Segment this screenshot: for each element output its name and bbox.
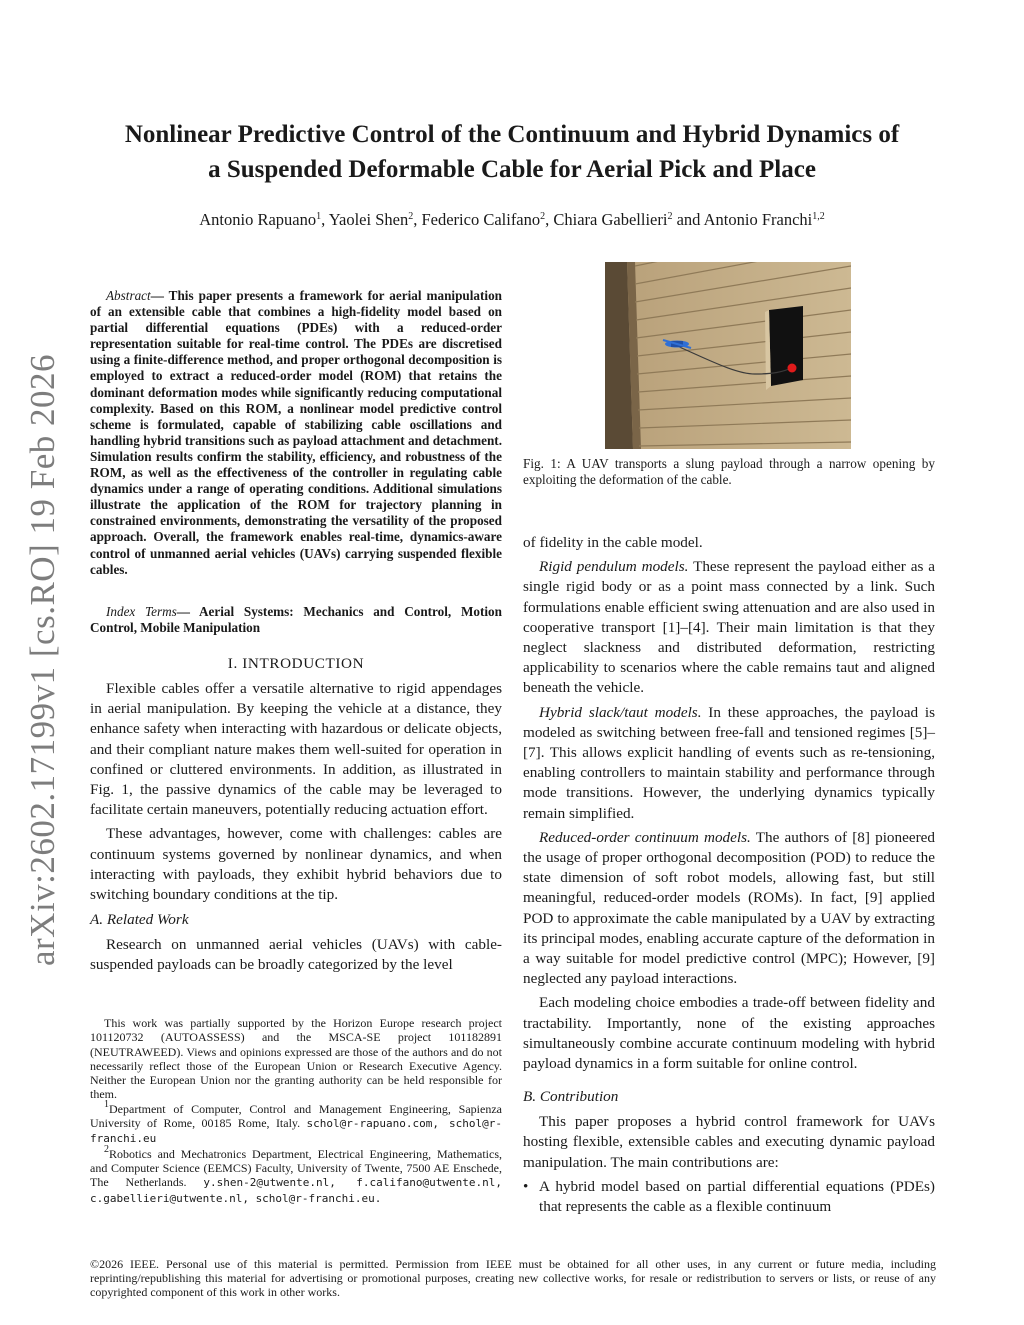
- footnote-2-mark: 2: [104, 1143, 109, 1155]
- reduced-order-text: The authors of [8] pioneered the usage of proper orthogonal decomposition (POD) to reduce the state dimension of soft robot models, allowing fast, but still meaningful, reduced-order models (ROMs). In fact, [9] applied POD to approximate the cable manipulated by a UAV by extracting its principal modes, enabling accurate capture of the deformation in a way suitable for model predictive control (MPC); However, [9] neglected any payload interactions.: [523, 828, 935, 988]
- hybrid-models-paragraph: [523, 703, 935, 824]
- affiliation-1-emails: schol@r-rapuano.com, schol@r-franchi.eu: [90, 1117, 502, 1146]
- footnotes: [90, 1016, 502, 1206]
- contribution-item-1: [523, 1177, 935, 1217]
- author-2-aff: 2: [408, 211, 414, 222]
- author-1: Antonio Rapuano: [199, 210, 317, 229]
- related-work-continuation: of fidelity in the cable model.: [523, 534, 703, 551]
- abstract-label: Abstract: [106, 288, 151, 303]
- related-work-paragraph-1: Research on unmanned aerial vehicles (UAVs) with cable-suspended payloads can be broadly categorized by the level: [90, 936, 502, 974]
- paper-title: [60, 117, 964, 187]
- left-column-body: [90, 655, 502, 980]
- footnote-funding: This work was partially supported by the Horizon Europe research project 101120732 (AUTOASSESS) and the MSCA-SE project 101182891 (NEUTRAWEED). Views and opinions expressed are those of the authors and do not necessarily reflect those of the European Union or Research Executive Agency. Neither the European Union nor the granting authority can be held responsible for them.: [90, 1016, 502, 1102]
- index-terms-text: Aerial Systems: Mechanics and Control, Motion Control, Mobile Manipulation: [90, 604, 502, 636]
- abstract-dash: —: [150, 288, 169, 303]
- reduced-order-label: Reduced-order continuum models.: [539, 828, 751, 846]
- right-column-body: [523, 533, 935, 1217]
- author-sep: ,: [321, 210, 329, 229]
- reduced-order-paragraph: [523, 828, 935, 990]
- affiliation-1-text: Department of Computer, Control and Management Engineering, Sapienza University of Rome, 00185 Rome, Italy.: [90, 1101, 502, 1131]
- author-3: Federico Califano: [421, 210, 541, 229]
- tradeoff-paragraph: Each modeling choice embodies a trade-off between fidelity and tractability. Importantly, none of the existing approaches simultaneously combine accurate continuum modeling with hybrid payload dynamics in a form suitable for online control.: [523, 994, 935, 1073]
- hybrid-models-text: In these approaches, the payload is modeled as switching between free-fall and tensioned regimes [5]–[7]. This allows explicit handling of events such as re-tensioning, enabling controllers to maintain stability and performance through mode transitions. However, the underlying dynamics typically remain simplified.: [523, 703, 935, 822]
- rigid-pendulum-text: These represent the payload either as a single rigid body or as a point mass connected by a link. Such formulations enable efficient swing attenuation and are also used in cooperative transport [1]–[4]. Their main limitation is that they neglect slackness and distributed deformation, restricting applicability to scenarios where the cable remains taut and aligned beneath the vehicle.: [523, 558, 935, 697]
- author-and: and: [672, 210, 704, 229]
- footnote-1-mark: 1: [104, 1098, 109, 1110]
- author-list: [60, 210, 964, 230]
- author-4-aff: 2: [667, 211, 673, 222]
- index-terms-label: Index Terms: [106, 604, 177, 619]
- affiliation-2-text: Robotics and Mechatronics Department, Electrical Engineering, Mathematics, and Computer Science (EEMCS) Faculty, University of Twente, 7500 AE Enschede, The Netherlands.: [90, 1146, 502, 1190]
- subsection-heading-contribution: B. Contribution: [523, 1088, 619, 1106]
- index-terms: [90, 604, 502, 636]
- figure-1-caption: Fig. 1: A UAV transports a slung payload through a narrow opening by exploiting the deformation of the cable.: [523, 456, 935, 487]
- author-sep: ,: [545, 210, 554, 229]
- author-sep: ,: [413, 210, 422, 229]
- footnote-affiliation-2: [90, 1143, 502, 1206]
- author-5: Antonio Franchi: [703, 210, 813, 229]
- contribution-item-1-text: A hybrid model based on partial differential equations (PDEs) that represents the cable as a flexible continuum: [539, 1177, 935, 1216]
- index-terms-dash: —: [176, 604, 199, 619]
- figure-1-image: [605, 262, 851, 449]
- author-4: Chiara Gabellieri: [553, 210, 668, 229]
- contribution-list: [523, 1177, 935, 1217]
- section-heading-introduction: I. INTRODUCTION: [227, 655, 365, 672]
- abstract-text: This paper presents a framework for aerial manipulation of an extensible cable that combines a high-fidelity model based on partial differential equations (PDEs) with a reduced-order representation suitable for real-time control. The PDEs are discretised using a finite-difference method, and proper orthogonal decomposition is employed to extract a reduced-order model (ROM) that retains the dominant deformation modes while significantly reducing computational complexity. Based on this ROM, a nonlinear model predictive control scheme is formulated, capable of stabilizing cable oscillations and handling hybrid transitions such as payload attachment and detachment. Simulation results confirm the stability, efficiency, and robustness of the ROM, as well as the effectiveness of the controller in regulating cable dynamics under a range of operating conditions. Additional simulations illustrate the application of the ROM for trajectory planning in constrained environments, demonstrating the versatility of the proposed approach. Overall, the framework enables real-time, dynamics-aware control of unmanned aerial vehicles (UAVs) carrying suspended flexible cables.: [90, 288, 502, 577]
- rigid-pendulum-label: Rigid pendulum models.: [539, 558, 689, 576]
- footnote-affiliation-1: [90, 1098, 502, 1147]
- author-3-aff: 2: [540, 211, 546, 222]
- payload-ball: [788, 364, 797, 373]
- arxiv-stamp-text: arXiv:2602.17199v1 [cs.RO] 19 Feb 2026: [23, 353, 62, 967]
- hybrid-models-label: Hybrid slack/taut models.: [539, 703, 702, 721]
- bullet-dot: •: [523, 1177, 529, 1195]
- author-2: Yaolei Shen: [328, 210, 409, 229]
- author-1-aff: 1: [316, 211, 322, 222]
- copyright-notice: ©2026 IEEE. Personal use of this material is permitted. Permission from IEEE must be obtained for all other uses, in any current or future media, including reprinting/republishing this material for advertising or promotional purposes, creating new collective works, for resale or redistribution to servers or lists, or reuse of any copyrighted component of this work in other works.: [90, 1257, 936, 1300]
- contribution-paragraph: This paper proposes a hybrid control framework for UAVs hosting flexible, extensible cables and executing dynamic payload manipulation. The main contributions are:: [523, 1113, 935, 1171]
- title-line-1: Nonlinear Predictive Control of the Continuum and Hybrid Dynamics of: [124, 121, 900, 148]
- abstract: [90, 288, 502, 578]
- affiliation-2-emails: y.shen-2@utwente.nl, f.califano@utwente.nl, c.gabellieri@utwente.nl, schol@r-franchi.eu.: [90, 1176, 502, 1205]
- uav-scene-illustration: [605, 262, 851, 449]
- author-5-aff: 1,2: [812, 211, 825, 222]
- intro-paragraph-1: Flexible cables offer a versatile alternative to rigid appendages in aerial manipulation. By keeping the vehicle at a distance, they enhance safety when interacting with hazardous or delicate objects, and their compliant nature makes them well-suited for operation in confined or cluttered environments. In addition, as illustrated in Fig. 1, the passive dynamics of the cable may be leveraged to facilitate certain maneuvers, potentially reducing actuation effort.: [90, 680, 502, 819]
- intro-paragraph-2: These advantages, however, come with challenges: cables are continuum systems governed by nonlinear dynamics, and when interacting with payloads, they exhibit hybrid behaviors due to switching boundary conditions at the tip.: [90, 825, 502, 904]
- narrow-opening: [769, 306, 803, 386]
- subsection-heading-related-work: A. Related Work: [90, 911, 189, 929]
- title-line-2: a Suspended Deformable Cable for Aerial Pick and Place: [208, 156, 816, 183]
- rigid-pendulum-paragraph: [523, 557, 935, 698]
